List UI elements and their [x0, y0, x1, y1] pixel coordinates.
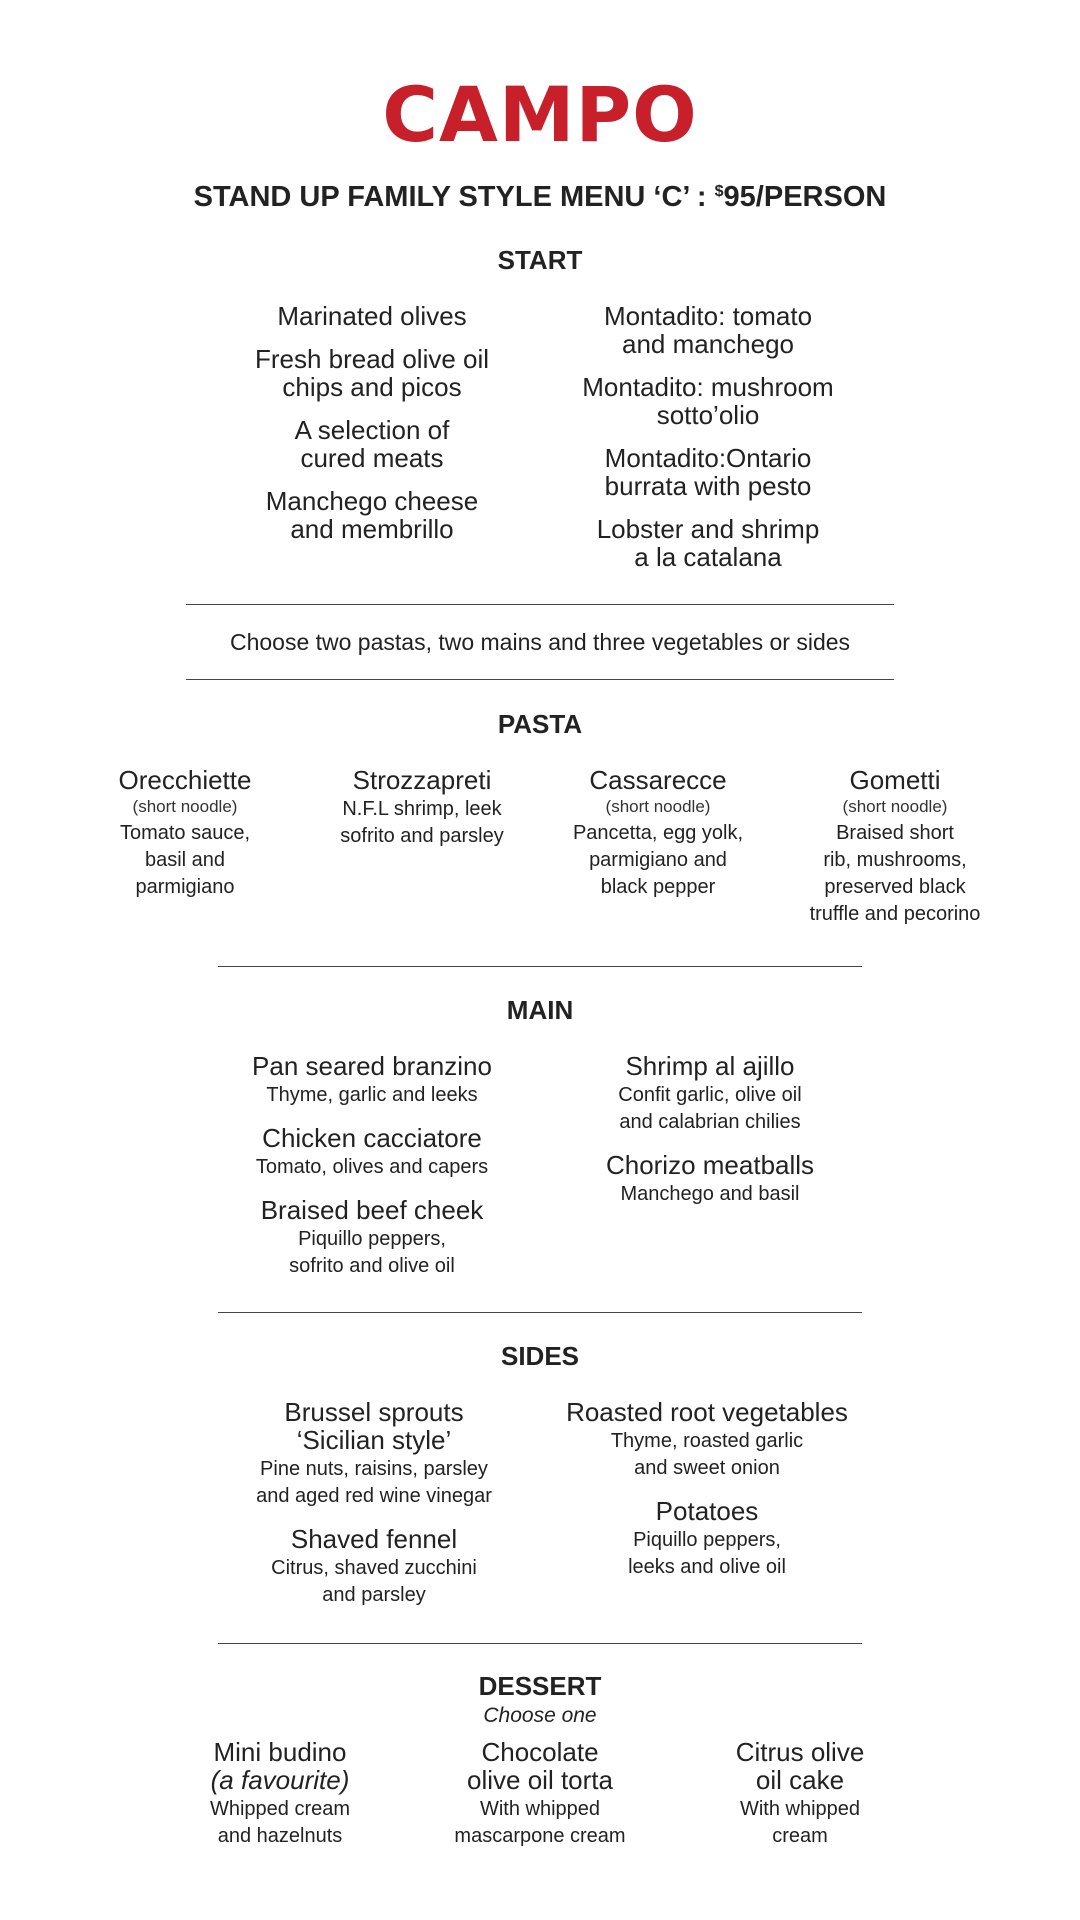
pasta-item	[548, 766, 768, 901]
start-item: Montadito: mushroom sotto’olio	[582, 372, 834, 430]
selection-instruction: Choose two pastas, two mains and three vegetables or sides	[229, 629, 851, 655]
pasta-description: Tomato sauce, basil and parmigiano	[119, 822, 251, 898]
pasta-name: Strozzapreti	[352, 765, 492, 795]
dessert-item	[690, 1738, 910, 1850]
dessert-name-note: (a favourite)	[210, 1765, 350, 1795]
divider	[186, 604, 894, 605]
main-name: Chorizo meatballs	[605, 1150, 815, 1180]
pasta-name: Cassarecce	[589, 765, 727, 795]
pasta-description: Pancetta, egg yolk, parmigiano and black pepper	[572, 822, 744, 898]
dessert-name: Citrus olive oil cake	[735, 1737, 865, 1795]
brand-logo: CAMPO	[382, 70, 698, 159]
side-description: Pine nuts, raisins, parsley and aged red wine vinegar	[256, 1458, 492, 1507]
pasta-description: N.F.L shrimp, leek sofrito and parsley	[340, 798, 504, 847]
main-description: Thyme, garlic and leeks	[266, 1084, 478, 1106]
main-item	[212, 1124, 532, 1181]
pasta-name: Gometti	[849, 765, 941, 795]
side-description: Piquillo peppers, leeks and olive oil	[628, 1529, 786, 1578]
start-item: Montadito: tomato and manchego	[603, 301, 813, 359]
side-item	[214, 1525, 534, 1609]
menu-price: 95/PERSON	[723, 181, 887, 213]
start-item: Lobster and shrimp a la catalana	[596, 514, 820, 572]
pasta-heading: PASTA	[497, 709, 583, 739]
main-item	[212, 1196, 532, 1280]
main-description: Manchego and basil	[620, 1183, 800, 1205]
main-name: Chicken cacciatore	[262, 1123, 482, 1153]
start-left-column	[222, 302, 522, 558]
main-name: Braised beef cheek	[260, 1195, 484, 1225]
dessert-description: Whipped cream and hazelnuts	[209, 1798, 351, 1847]
start-heading: START	[497, 245, 583, 275]
sides-heading: SIDES	[500, 1341, 580, 1371]
price-currency: $	[714, 183, 724, 200]
pasta-name: Orecchiette	[118, 765, 252, 795]
side-item	[540, 1497, 874, 1581]
divider	[218, 966, 862, 967]
main-description: Piquillo peppers, sofrito and olive oil	[289, 1228, 455, 1277]
side-item	[214, 1398, 534, 1510]
main-right-column	[560, 1052, 860, 1223]
main-item	[560, 1151, 860, 1208]
dessert-item	[420, 1738, 660, 1850]
pasta-note: (short noodle)	[842, 797, 948, 816]
divider	[186, 679, 894, 680]
side-description: Thyme, roasted garlic and sweet onion	[610, 1430, 804, 1479]
dessert-subheading: Choose one	[483, 1704, 597, 1727]
main-name: Shrimp al ajillo	[625, 1051, 795, 1081]
pasta-note: (short noodle)	[132, 797, 238, 816]
sides-left-column	[214, 1398, 534, 1624]
main-heading: MAIN	[506, 995, 574, 1025]
start-item: Montadito:Ontario burrata with pesto	[604, 443, 812, 501]
main-left-column	[212, 1052, 532, 1295]
pasta-item	[85, 766, 285, 901]
main-item	[560, 1052, 860, 1136]
side-name: Potatoes	[655, 1496, 759, 1526]
dessert-item	[170, 1738, 390, 1850]
pasta-description: Braised short rib, mushrooms, preserved black truffle and pecorino	[809, 822, 981, 925]
side-name: Roasted root vegetables	[566, 1397, 848, 1427]
divider	[218, 1312, 862, 1313]
start-item: A selection of cured meats	[294, 415, 450, 473]
start-item: Marinated olives	[277, 301, 467, 331]
menu-title	[0, 172, 1080, 217]
side-description: Citrus, shaved zucchini and parsley	[271, 1557, 477, 1606]
dessert-name: Chocolate olive oil torta	[467, 1737, 613, 1795]
dessert-description: With whipped cream	[739, 1798, 861, 1847]
side-name: Shaved fennel	[290, 1524, 458, 1554]
main-item	[212, 1052, 532, 1109]
dessert-name: Mini budino	[213, 1737, 347, 1767]
divider	[218, 1643, 862, 1644]
menu-title-prefix: STAND UP FAMILY STYLE MENU ‘C’ :	[193, 181, 715, 213]
main-description: Confit garlic, olive oil and calabrian chilies	[618, 1084, 802, 1133]
start-item: Manchego cheese and membrillo	[265, 486, 479, 544]
side-name: Brussel sprouts ‘Sicilian style’	[284, 1397, 464, 1455]
start-item: Fresh bread olive oil chips and picos	[254, 344, 490, 402]
start-right-column	[548, 302, 868, 586]
pasta-item	[780, 766, 1010, 928]
pasta-note: (short noodle)	[605, 797, 711, 816]
side-item	[540, 1398, 874, 1482]
dessert-description: With whipped mascarpone cream	[454, 1798, 626, 1847]
main-description: Tomato, olives and capers	[255, 1156, 489, 1178]
dessert-heading: DESSERT	[478, 1671, 602, 1701]
pasta-item	[312, 766, 532, 850]
sides-right-column	[540, 1398, 874, 1596]
main-name: Pan seared branzino	[252, 1051, 492, 1081]
